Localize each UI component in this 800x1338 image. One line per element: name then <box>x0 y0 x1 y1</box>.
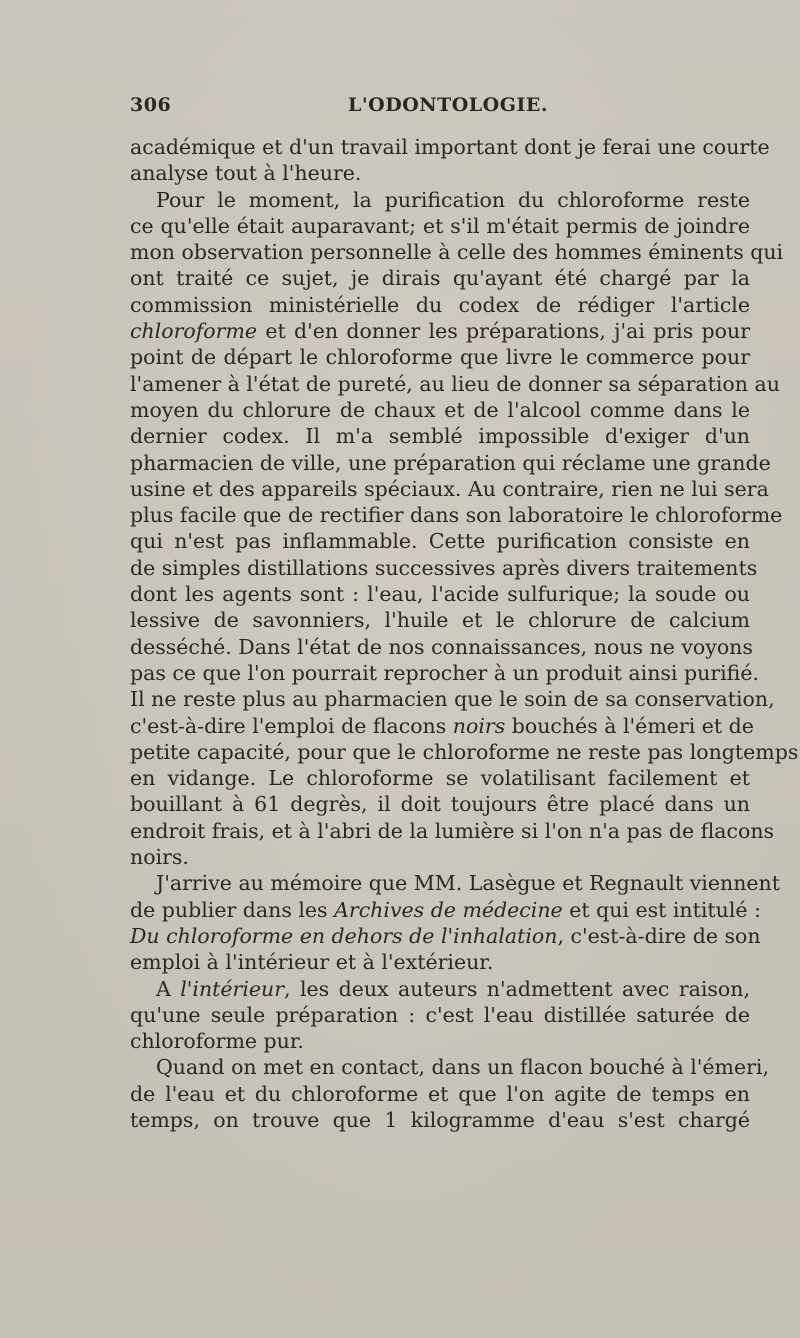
text-line: qui n'est pas inflammable. Cette purification consiste en <box>130 529 750 554</box>
text-line: commission ministérielle du codex de rédiger l'article <box>130 292 750 317</box>
text-line: mon observation personnelle à celle des hommes éminents qui <box>130 240 784 265</box>
text-line: Quand on met en contact, dans un flacon bouché à l'émeri, <box>156 1055 769 1080</box>
text-line: A l'intérieur, les deux auteurs n'admettent avec raison, <box>156 976 750 1001</box>
text-line: de simples distillations successives après divers traitements <box>130 555 758 580</box>
text-line: emploi à l'intérieur et à l'extérieur. <box>130 950 494 975</box>
text-line: point de départ le chloroforme que livre le commerce pour <box>130 345 750 370</box>
text-line: endroit frais, et à l'abri de la lumière si l'on n'a pas de flacons <box>130 818 775 843</box>
text-line: en vidange. Le chloroforme se volatilisant facilement et <box>130 766 750 791</box>
text-line: pharmacien de ville, une préparation qui réclame une grande <box>130 450 771 475</box>
text-line: chloroforme pur. <box>130 1029 304 1054</box>
text-line: plus facile que de rectifier dans son laboratoire le chloroforme <box>130 503 783 528</box>
text-line: qu'une seule préparation : c'est l'eau distillée saturée de <box>130 1002 750 1027</box>
text-line: J'arrive au mémoire que MM. Lasègue et Regnault viennent <box>156 871 780 896</box>
page-number: 306 <box>130 94 172 116</box>
text-line: noirs. <box>130 845 189 870</box>
text-line: ce qu'elle était auparavant; et s'il m'était permis de joindre <box>130 213 750 238</box>
text-line: dernier codex. Il m'a semblé impossible d'exiger d'un <box>130 424 750 449</box>
text-line: desséché. Dans l'état de nos connaissances, nous ne voyons <box>130 634 753 659</box>
text-line: chloroforme et d'en donner les préparations, j'ai pris pour <box>130 319 750 344</box>
page-header <box>130 94 750 122</box>
text-line: lessive de savonniers, l'huile et le chlorure de calcium <box>130 608 750 633</box>
text-line: bouillant à 61 degrès, il doit toujours être placé dans un <box>130 792 750 817</box>
text-line: temps, on trouve que 1 kilogramme d'eau s'est chargé <box>130 1107 750 1132</box>
text-line: de l'eau et du chloroforme et que l'on agite de temps en <box>130 1081 750 1106</box>
text-line: Pour le moment, la purification du chloroforme reste <box>156 187 750 212</box>
text-line: c'est-à-dire l'emploi de flacons noirs bouchés à l'émeri et de <box>130 713 754 738</box>
text-line: moyen du chlorure de chaux et de l'alcool comme dans le <box>130 397 750 422</box>
text-line: ont traité ce sujet, je dirais qu'ayant été chargé par la <box>130 266 750 291</box>
text-line: Il ne reste plus au pharmacien que le soin de sa conservation, <box>130 687 775 712</box>
text-line: de publier dans les Archives de médecine et qui est intitulé : <box>130 897 761 922</box>
text-line: Du chloroforme en dehors de l'inhalation, c'est-à-dire de son <box>130 923 761 948</box>
text-line: usine et des appareils spéciaux. Au contraire, rien ne lui sera <box>130 476 769 501</box>
text-line: l'amener à l'état de pureté, au lieu de donner sa séparation au <box>130 371 780 396</box>
running-title: L'ODONTOLOGIE. <box>348 94 548 116</box>
body-text <box>130 134 799 1133</box>
text-line: analyse tout à l'heure. <box>130 161 362 186</box>
text-line: académique et d'un travail important dont je ferai une courte <box>130 135 770 159</box>
text-line: dont les agents sont : l'eau, l'acide sulfurique; la soude ou <box>130 582 750 607</box>
text-line: petite capacité, pour que le chloroforme ne reste pas longtemps <box>130 739 799 764</box>
text-line: pas ce que l'on pourrait reprocher à un produit ainsi purifié. <box>130 660 760 685</box>
